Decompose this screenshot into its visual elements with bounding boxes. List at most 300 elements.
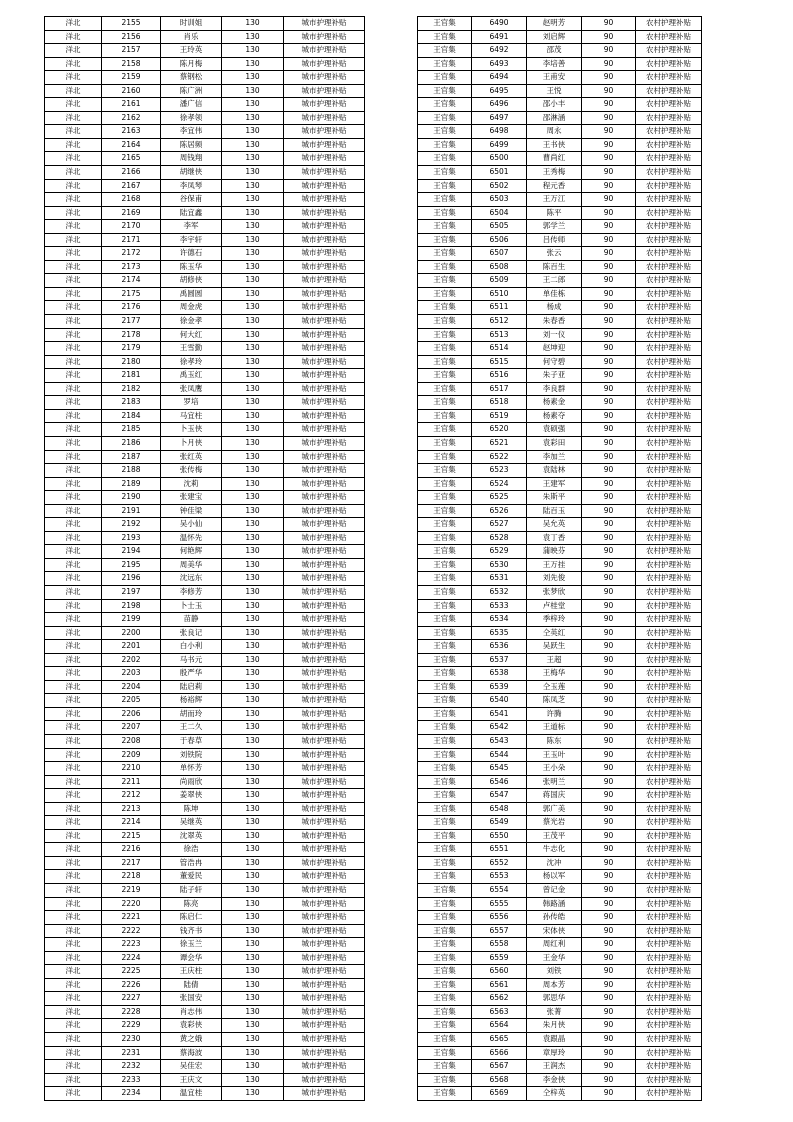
amount-cell: 130	[222, 843, 284, 857]
amount-cell: 90	[582, 464, 636, 478]
serial-number-cell: 2186	[102, 436, 161, 450]
serial-number-cell: 2184	[102, 409, 161, 423]
serial-number-cell: 6528	[472, 531, 527, 545]
name-cell: 王润杰	[527, 1060, 582, 1074]
subsidy-type-cell: 农村护理补贴	[636, 355, 702, 369]
town-cell: 洋北	[45, 30, 102, 44]
serial-number-cell: 6490	[472, 17, 527, 31]
town-cell: 王官集	[418, 436, 472, 450]
amount-cell: 90	[582, 355, 636, 369]
amount-cell: 90	[582, 613, 636, 627]
serial-number-cell: 2188	[102, 464, 161, 478]
town-cell: 王官集	[418, 57, 472, 71]
town-cell: 王官集	[418, 287, 472, 301]
amount-cell: 130	[222, 260, 284, 274]
name-cell: 蒲映芬	[527, 545, 582, 559]
serial-number-cell: 2169	[102, 206, 161, 220]
table-row	[418, 843, 702, 857]
serial-number-cell: 2178	[102, 328, 161, 342]
amount-cell: 90	[582, 1060, 636, 1074]
name-cell: 季梓玲	[527, 613, 582, 627]
table-row	[45, 450, 365, 464]
table-row	[45, 409, 365, 423]
serial-number-cell: 6506	[472, 233, 527, 247]
town-cell: 洋北	[45, 57, 102, 71]
serial-number-cell: 6523	[472, 464, 527, 478]
table-row	[418, 477, 702, 491]
town-cell: 洋北	[45, 545, 102, 559]
table-row	[45, 1005, 365, 1019]
town-cell: 王官集	[418, 816, 472, 830]
town-cell: 洋北	[45, 179, 102, 193]
table-row	[418, 572, 702, 586]
serial-number-cell: 6519	[472, 409, 527, 423]
serial-number-cell: 6569	[472, 1087, 527, 1101]
name-cell: 尚雨欣	[161, 775, 222, 789]
serial-number-cell: 6515	[472, 355, 527, 369]
serial-number-cell: 2164	[102, 138, 161, 152]
table-row	[45, 707, 365, 721]
amount-cell: 90	[582, 992, 636, 1006]
subsidy-type-cell: 城市护理补贴	[284, 734, 365, 748]
name-cell: 仝英红	[527, 626, 582, 640]
name-cell: 陈平	[527, 206, 582, 220]
name-cell: 沈翠英	[161, 829, 222, 843]
subsidy-type-cell: 农村护理补贴	[636, 558, 702, 572]
subsidy-type-cell: 农村护理补贴	[636, 951, 702, 965]
table-row	[418, 491, 702, 505]
amount-cell: 130	[222, 30, 284, 44]
table-row	[418, 138, 702, 152]
town-cell: 王官集	[418, 220, 472, 234]
amount-cell: 90	[582, 504, 636, 518]
town-cell: 洋北	[45, 1073, 102, 1087]
amount-cell: 90	[582, 694, 636, 708]
amount-cell: 90	[582, 491, 636, 505]
name-cell: 白小利	[161, 640, 222, 654]
amount-cell: 90	[582, 84, 636, 98]
serial-number-cell: 6514	[472, 342, 527, 356]
name-cell: 张良记	[161, 626, 222, 640]
subsidy-type-cell: 城市护理补贴	[284, 125, 365, 139]
name-cell: 陈凤芝	[527, 694, 582, 708]
subsidy-type-cell: 农村护理补贴	[636, 369, 702, 383]
serial-number-cell: 2229	[102, 1019, 161, 1033]
table-row	[418, 1033, 702, 1047]
amount-cell: 130	[222, 613, 284, 627]
name-cell: 邵淋涵	[527, 111, 582, 125]
serial-number-cell: 2198	[102, 599, 161, 613]
amount-cell: 130	[222, 626, 284, 640]
serial-number-cell: 6539	[472, 680, 527, 694]
subsidy-type-cell: 城市护理补贴	[284, 613, 365, 627]
town-cell: 洋北	[45, 287, 102, 301]
serial-number-cell: 2224	[102, 951, 161, 965]
table-row	[418, 315, 702, 329]
table-row	[45, 1073, 365, 1087]
name-cell: 仝玉莲	[527, 680, 582, 694]
subsidy-type-cell: 农村护理补贴	[636, 870, 702, 884]
serial-number-cell: 2217	[102, 856, 161, 870]
subsidy-type-cell: 城市护理补贴	[284, 626, 365, 640]
subsidy-type-cell: 城市护理补贴	[284, 965, 365, 979]
amount-cell: 90	[582, 748, 636, 762]
subsidy-type-cell: 农村护理补贴	[636, 613, 702, 627]
town-cell: 洋北	[45, 301, 102, 315]
table-row	[45, 355, 365, 369]
town-cell: 王官集	[418, 613, 472, 627]
subsidy-type-cell: 城市护理补贴	[284, 748, 365, 762]
table-row	[418, 870, 702, 884]
table-row	[418, 653, 702, 667]
town-cell: 洋北	[45, 477, 102, 491]
subsidy-type-cell: 城市护理补贴	[284, 301, 365, 315]
serial-number-cell: 2182	[102, 382, 161, 396]
town-cell: 洋北	[45, 125, 102, 139]
town-cell: 王官集	[418, 1033, 472, 1047]
serial-number-cell: 6551	[472, 843, 527, 857]
name-cell: 沈远东	[161, 572, 222, 586]
name-cell: 殷严华	[161, 667, 222, 681]
town-cell: 洋北	[45, 640, 102, 654]
name-cell: 郭思华	[527, 992, 582, 1006]
name-cell: 马宜柱	[161, 409, 222, 423]
name-cell: 周永	[527, 125, 582, 139]
table-row	[418, 166, 702, 180]
table-row	[45, 992, 365, 1006]
subsidy-type-cell: 农村护理补贴	[636, 843, 702, 857]
town-cell: 王官集	[418, 423, 472, 437]
name-cell: 钱齐书	[161, 924, 222, 938]
table-row	[418, 71, 702, 85]
town-cell: 洋北	[45, 247, 102, 261]
serial-number-cell: 6507	[472, 247, 527, 261]
name-cell: 杨成	[527, 301, 582, 315]
subsidy-type-cell: 城市护理补贴	[284, 247, 365, 261]
amount-cell: 90	[582, 1046, 636, 1060]
serial-number-cell: 6566	[472, 1046, 527, 1060]
table-row	[418, 396, 702, 410]
serial-number-cell: 6541	[472, 707, 527, 721]
town-cell: 洋北	[45, 870, 102, 884]
table-row	[418, 585, 702, 599]
serial-number-cell: 6550	[472, 829, 527, 843]
table-row	[418, 504, 702, 518]
amount-cell: 90	[582, 518, 636, 532]
serial-number-cell: 6563	[472, 1005, 527, 1019]
subsidy-type-cell: 农村护理补贴	[636, 640, 702, 654]
table-row	[418, 924, 702, 938]
subsidy-type-cell: 农村护理补贴	[636, 789, 702, 803]
town-cell: 洋北	[45, 707, 102, 721]
subsidy-type-cell: 农村护理补贴	[636, 626, 702, 640]
table-row	[418, 856, 702, 870]
name-cell: 董爱民	[161, 870, 222, 884]
name-cell: 蔡钢松	[161, 71, 222, 85]
subsidy-type-cell: 农村护理补贴	[636, 1073, 702, 1087]
table-row	[418, 762, 702, 776]
name-cell: 袁陆林	[527, 464, 582, 478]
town-cell: 洋北	[45, 911, 102, 925]
name-cell: 刘先俊	[527, 572, 582, 586]
table-row	[418, 884, 702, 898]
town-cell: 洋北	[45, 721, 102, 735]
amount-cell: 130	[222, 924, 284, 938]
amount-cell: 90	[582, 667, 636, 681]
table-row	[45, 626, 365, 640]
table-row	[418, 30, 702, 44]
town-cell: 王官集	[418, 84, 472, 98]
serial-number-cell: 2215	[102, 829, 161, 843]
table-row	[45, 802, 365, 816]
subsidy-type-cell: 农村护理补贴	[636, 897, 702, 911]
serial-number-cell: 6505	[472, 220, 527, 234]
serial-number-cell: 6553	[472, 870, 527, 884]
town-cell: 王官集	[418, 829, 472, 843]
town-cell: 洋北	[45, 396, 102, 410]
name-cell: 邵茂	[527, 44, 582, 58]
table-row	[418, 938, 702, 952]
subsidy-type-cell: 城市护理补贴	[284, 206, 365, 220]
table-row	[418, 640, 702, 654]
name-cell: 单怀芳	[161, 762, 222, 776]
table-row	[45, 111, 365, 125]
subsidy-type-cell: 农村护理补贴	[636, 653, 702, 667]
table-row	[418, 1073, 702, 1087]
subsidy-type-cell: 城市护理补贴	[284, 870, 365, 884]
serial-number-cell: 2163	[102, 125, 161, 139]
name-cell: 陈居频	[161, 138, 222, 152]
amount-cell: 130	[222, 1046, 284, 1060]
subsidy-type-cell: 城市护理补贴	[284, 1060, 365, 1074]
table-row	[45, 843, 365, 857]
name-cell: 赵明芳	[527, 17, 582, 31]
amount-cell: 130	[222, 436, 284, 450]
town-cell: 王官集	[418, 978, 472, 992]
amount-cell: 90	[582, 396, 636, 410]
subsidy-type-cell: 农村护理补贴	[636, 44, 702, 58]
name-cell: 王万挂	[527, 558, 582, 572]
amount-cell: 90	[582, 260, 636, 274]
name-cell: 陆倩	[161, 978, 222, 992]
subsidy-type-cell: 农村护理补贴	[636, 992, 702, 1006]
name-cell: 张建宝	[161, 491, 222, 505]
town-cell: 王官集	[418, 260, 472, 274]
name-cell: 吴允英	[527, 518, 582, 532]
serial-number-cell: 2220	[102, 897, 161, 911]
serial-number-cell: 6491	[472, 30, 527, 44]
subsidy-type-cell: 农村护理补贴	[636, 856, 702, 870]
amount-cell: 130	[222, 464, 284, 478]
serial-number-cell: 6561	[472, 978, 527, 992]
amount-cell: 90	[582, 775, 636, 789]
serial-number-cell: 6529	[472, 545, 527, 559]
table-row	[45, 748, 365, 762]
table-row	[418, 220, 702, 234]
table-row	[45, 247, 365, 261]
name-cell: 李凤琴	[161, 179, 222, 193]
town-cell: 王官集	[418, 247, 472, 261]
table-row	[45, 585, 365, 599]
serial-number-cell: 2192	[102, 518, 161, 532]
subsidy-type-cell: 城市护理补贴	[284, 585, 365, 599]
table-row	[45, 193, 365, 207]
subsidy-type-cell: 农村护理补贴	[636, 206, 702, 220]
subsidy-type-cell: 农村护理补贴	[636, 1060, 702, 1074]
name-cell: 王二郎	[527, 274, 582, 288]
name-cell: 周金虎	[161, 301, 222, 315]
name-cell: 王秀梅	[527, 166, 582, 180]
subsidy-type-cell: 农村护理补贴	[636, 450, 702, 464]
town-cell: 洋北	[45, 98, 102, 112]
amount-cell: 130	[222, 206, 284, 220]
subsidy-type-cell: 城市护理补贴	[284, 491, 365, 505]
name-cell: 肖乐	[161, 30, 222, 44]
town-cell: 洋北	[45, 978, 102, 992]
town-cell: 洋北	[45, 775, 102, 789]
name-cell: 袁彩侠	[161, 1019, 222, 1033]
amount-cell: 130	[222, 911, 284, 925]
town-cell: 洋北	[45, 84, 102, 98]
table-row	[45, 260, 365, 274]
amount-cell: 130	[222, 17, 284, 31]
serial-number-cell: 2221	[102, 911, 161, 925]
table-row	[45, 911, 365, 925]
table-row	[45, 287, 365, 301]
table-row	[45, 978, 365, 992]
subsidy-type-cell: 城市护理补贴	[284, 992, 365, 1006]
town-cell: 洋北	[45, 748, 102, 762]
serial-number-cell: 2219	[102, 884, 161, 898]
amount-cell: 130	[222, 1087, 284, 1101]
amount-cell: 130	[222, 585, 284, 599]
amount-cell: 130	[222, 856, 284, 870]
town-cell: 洋北	[45, 315, 102, 329]
table-row	[45, 856, 365, 870]
table-row	[45, 206, 365, 220]
table-row	[45, 491, 365, 505]
serial-number-cell: 2158	[102, 57, 161, 71]
amount-cell: 90	[582, 287, 636, 301]
amount-cell: 130	[222, 545, 284, 559]
amount-cell: 130	[222, 369, 284, 383]
subsidy-type-cell: 城市护理补贴	[284, 179, 365, 193]
town-cell: 王官集	[418, 274, 472, 288]
name-cell: 卢桂堂	[527, 599, 582, 613]
name-cell: 姜翠侠	[161, 789, 222, 803]
table-row	[418, 382, 702, 396]
town-cell: 洋北	[45, 789, 102, 803]
table-row	[418, 965, 702, 979]
town-cell: 王官集	[418, 856, 472, 870]
amount-cell: 130	[222, 125, 284, 139]
table-row	[45, 504, 365, 518]
serial-number-cell: 2195	[102, 558, 161, 572]
serial-number-cell: 6544	[472, 748, 527, 762]
town-cell: 王官集	[418, 599, 472, 613]
subsidy-type-cell: 城市护理补贴	[284, 843, 365, 857]
table-row	[45, 734, 365, 748]
amount-cell: 90	[582, 680, 636, 694]
subsidy-type-cell: 农村护理补贴	[636, 680, 702, 694]
amount-cell: 90	[582, 152, 636, 166]
name-cell: 温怀先	[161, 531, 222, 545]
table-row	[45, 653, 365, 667]
name-cell: 沈冲	[527, 856, 582, 870]
amount-cell: 90	[582, 179, 636, 193]
subsidy-type-cell: 农村护理补贴	[636, 30, 702, 44]
table-row	[418, 98, 702, 112]
subsidy-type-cell: 城市护理补贴	[284, 829, 365, 843]
town-cell: 王官集	[418, 98, 472, 112]
amount-cell: 130	[222, 518, 284, 532]
town-cell: 王官集	[418, 951, 472, 965]
serial-number-cell: 2197	[102, 585, 161, 599]
table-row	[418, 992, 702, 1006]
table-row	[45, 1033, 365, 1047]
town-cell: 洋北	[45, 382, 102, 396]
amount-cell: 90	[582, 98, 636, 112]
serial-number-cell: 2196	[102, 572, 161, 586]
name-cell: 禹玉红	[161, 369, 222, 383]
town-cell: 洋北	[45, 856, 102, 870]
town-cell: 王官集	[418, 680, 472, 694]
amount-cell: 130	[222, 748, 284, 762]
table-row	[418, 545, 702, 559]
subsidy-type-cell: 城市护理补贴	[284, 57, 365, 71]
name-cell: 单佳栋	[527, 287, 582, 301]
table-row	[418, 436, 702, 450]
town-cell: 王官集	[418, 17, 472, 31]
amount-cell: 90	[582, 166, 636, 180]
subsidy-type-cell: 城市护理补贴	[284, 369, 365, 383]
amount-cell: 90	[582, 965, 636, 979]
serial-number-cell: 6534	[472, 613, 527, 627]
name-cell: 朱子亚	[527, 369, 582, 383]
name-cell: 王茂平	[527, 829, 582, 843]
town-cell: 洋北	[45, 951, 102, 965]
subsidy-type-cell: 农村护理补贴	[636, 802, 702, 816]
name-cell: 陈亮	[161, 897, 222, 911]
table-row	[45, 870, 365, 884]
town-cell: 洋北	[45, 206, 102, 220]
subsidy-type-cell: 农村护理补贴	[636, 694, 702, 708]
amount-cell: 130	[222, 287, 284, 301]
name-cell: 罗培	[161, 396, 222, 410]
subsidy-type-cell: 农村护理补贴	[636, 220, 702, 234]
name-cell: 潘广信	[161, 98, 222, 112]
serial-number-cell: 6509	[472, 274, 527, 288]
name-cell: 吴佳宏	[161, 1060, 222, 1074]
table-row	[45, 558, 365, 572]
name-cell: 袁丁香	[527, 531, 582, 545]
town-cell: 洋北	[45, 464, 102, 478]
table-row	[418, 328, 702, 342]
serial-number-cell: 2222	[102, 924, 161, 938]
name-cell: 禹圆圆	[161, 287, 222, 301]
table-row	[418, 274, 702, 288]
serial-number-cell: 2232	[102, 1060, 161, 1074]
subsidy-type-cell: 农村护理补贴	[636, 585, 702, 599]
serial-number-cell: 2174	[102, 274, 161, 288]
amount-cell: 90	[582, 233, 636, 247]
subsidy-type-cell: 农村护理补贴	[636, 84, 702, 98]
subsidy-type-cell: 农村护理补贴	[636, 247, 702, 261]
table-row	[418, 409, 702, 423]
amount-cell: 130	[222, 653, 284, 667]
town-cell: 王官集	[418, 382, 472, 396]
table-row	[45, 274, 365, 288]
